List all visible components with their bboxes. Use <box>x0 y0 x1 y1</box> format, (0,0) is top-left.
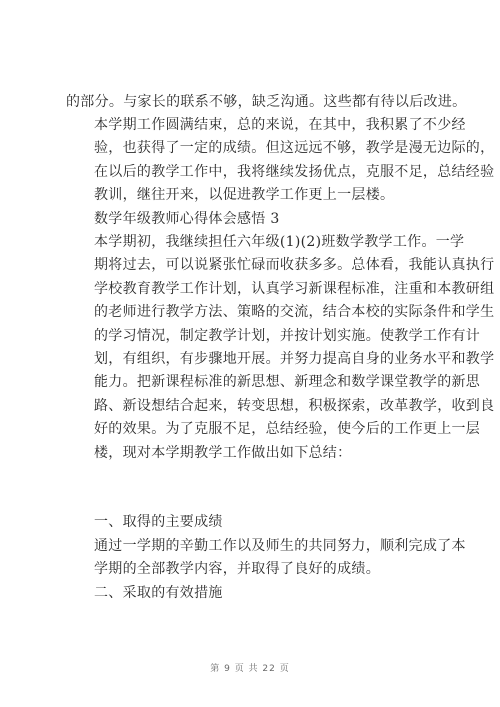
text-line: 在以后的教学工作中，我将继续发扬优点，克服不足，总结经验 <box>94 163 495 180</box>
section-title <box>66 208 434 231</box>
text-line: 划，有组织，有步骤地开展。并努力提高自身的业务水平和教学 <box>94 351 495 368</box>
subheading-effective-measures <box>66 582 434 605</box>
text-line: 期将过去，可以说紧张忙碌而收获多多。总体看，我能认真执行 <box>94 257 495 274</box>
subheading-main-achievements <box>66 511 434 534</box>
text-line: 能力。把新课程标准的新思想、新理念和数学课堂教学的新思 <box>94 374 481 391</box>
text-line: 验，也获得了一定的成绩。但这远远不够，教学是漫无边际的， <box>94 140 495 157</box>
text-line: 路、新设想结合起来，转变思想，积极探索，改革教学，收到良 <box>94 397 495 414</box>
text-line: 好的效果。为了克服不足，总结经验，使今后的工作更上一层 <box>94 421 481 438</box>
text-line: 教训，继往开来，以促进教学工作更上一层楼。 <box>94 187 395 204</box>
page-number-footer: 第 9 页 共 22 页 <box>210 664 290 674</box>
text-line: 本学期初，我继续担任六年级(1)(2)班数学教学工作。一学 <box>94 234 465 250</box>
text-line: 通过一学期的辛勤工作以及师生的共同努力，顺利完成了本 <box>94 538 466 554</box>
text-line: 学期的全部教学内容，并取得了良好的成绩。 <box>94 561 380 578</box>
text-line: 的老师进行教学方法、策略的交流，结合本校的实际条件和学生 <box>94 304 495 321</box>
paragraph-work-overview <box>66 231 495 465</box>
text-line: 楼，现对本学期教学工作做出如下总结： <box>94 444 352 461</box>
text-line: 本学期工作圆满结束，总的来说，在其中，我积累了不少经 <box>94 117 466 133</box>
subheading-text: 二、采取的有效措施 <box>94 585 223 601</box>
text-line: 的学习情况，制定教学计划，并按计划实施。使教学工作有计 <box>94 327 481 344</box>
paragraph-semester-summary <box>66 114 495 208</box>
section-title-text: 数学年级教师心得体会感悟 3 <box>94 211 280 227</box>
subheading-text: 一、取得的主要成绩 <box>94 514 223 530</box>
text-line: 的部分。与家长的联系不够，缺乏沟通。这些都有待以后改进。 <box>66 94 467 110</box>
paragraph-parent-communication <box>66 91 467 114</box>
text-line: 学校教育教学工作计划，认真学习新课程标准，注重和本教研组 <box>94 280 495 297</box>
paragraph-achievement-details <box>66 535 466 582</box>
